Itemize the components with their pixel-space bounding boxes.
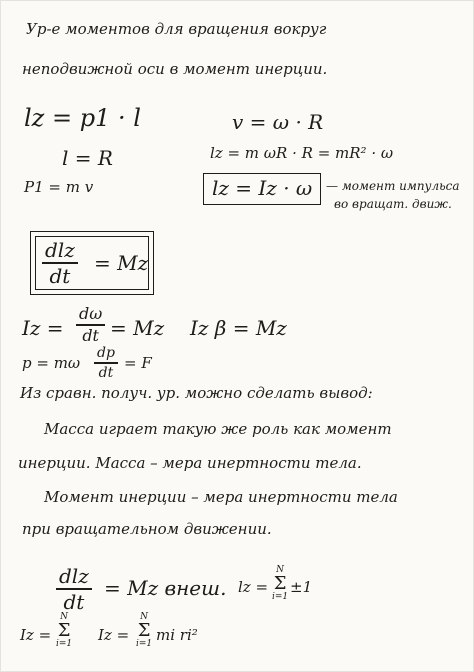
fraction-dw-dt [76, 306, 105, 344]
fraction-numerator: dp [97, 345, 115, 361]
heading-line-2: неподвижной оси в момент инерции. [22, 60, 328, 78]
fraction-denominator: dt [82, 325, 99, 345]
sum-upper-limit: N [276, 565, 285, 575]
text-line-2: Масса играет такую же роль как момент [44, 420, 392, 438]
fraction-numerator: dω [79, 304, 103, 323]
sigma-icon: Σ [273, 573, 287, 594]
formula-p-mw: p = mω [22, 354, 81, 372]
formula-l-R: l = R [62, 146, 113, 170]
sigma-icon: Σ [57, 620, 71, 641]
note-angular-momentum-1: — момент импульса [326, 179, 460, 193]
bottom-lz-sum-tail: ±1 [290, 578, 313, 596]
sum-lower-limit: i=1 [56, 639, 73, 649]
fraction-dp-dt [94, 346, 118, 380]
sum-upper-limit: N [60, 612, 69, 622]
text-line-4: Момент инерции – мера инертности тела [44, 488, 398, 506]
formula-lz-p1l: lz = p1 · l [24, 104, 141, 132]
bottom-Iz-sum-prefix: Iz = [20, 626, 52, 644]
fraction-numerator: dlz [59, 564, 89, 588]
formula-v-wR: v = ω · R [232, 110, 324, 134]
formula-lz-Iw: lz = Iz · ω [212, 176, 313, 200]
Iz-sum-2 [136, 613, 152, 649]
fraction-denominator: dt [49, 263, 71, 288]
Iz-sum-1 [56, 613, 72, 649]
lz-sum [272, 566, 288, 602]
text-line-3: инерции. Масса – мера инертности тела. [18, 454, 362, 472]
fraction-dlz-dt-bottom [56, 566, 92, 612]
bottom-lz-sum-prefix: lz = [238, 578, 269, 596]
bottom-rhs: = Mz внеш. [104, 576, 227, 600]
formula-Iz-beta: Iz β = Mz [190, 316, 287, 340]
sum-lower-limit: i=1 [272, 592, 289, 602]
sum-upper-limit: N [140, 612, 149, 622]
fraction-denominator: dt [63, 589, 85, 614]
formula-Iz-prefix: Iz = [22, 316, 64, 340]
text-line-1: Из сравн. получ. ур. можно сделать вывод: [20, 384, 373, 402]
heading-line-1: Ур-е моментов для вращения вокруг [26, 20, 327, 38]
derivative-rhs: = Mz [94, 251, 149, 275]
bottom-Iz2-tail: mi ri² [156, 626, 198, 644]
formula-p1-mv: P1 = m v [24, 178, 94, 196]
sigma-icon: Σ [137, 620, 151, 641]
formula-Iz-rhs: = Mz [110, 316, 165, 340]
fraction-bar [94, 362, 118, 364]
note-angular-momentum-2: во вращат. движ. [334, 197, 452, 211]
text-line-5: при вращательном движении. [22, 520, 272, 538]
formula-lz-expanded: lz = m ωR · R = mR² · ω [210, 144, 394, 162]
fraction-numerator: dlz [45, 238, 75, 262]
formula-dp-rhs: = F [124, 354, 152, 372]
sum-lower-limit: i=1 [136, 639, 153, 649]
bottom-Iz2-prefix: Iz = [98, 626, 130, 644]
fraction-dlz-dt [42, 240, 78, 286]
fraction-denominator: dt [98, 364, 114, 381]
